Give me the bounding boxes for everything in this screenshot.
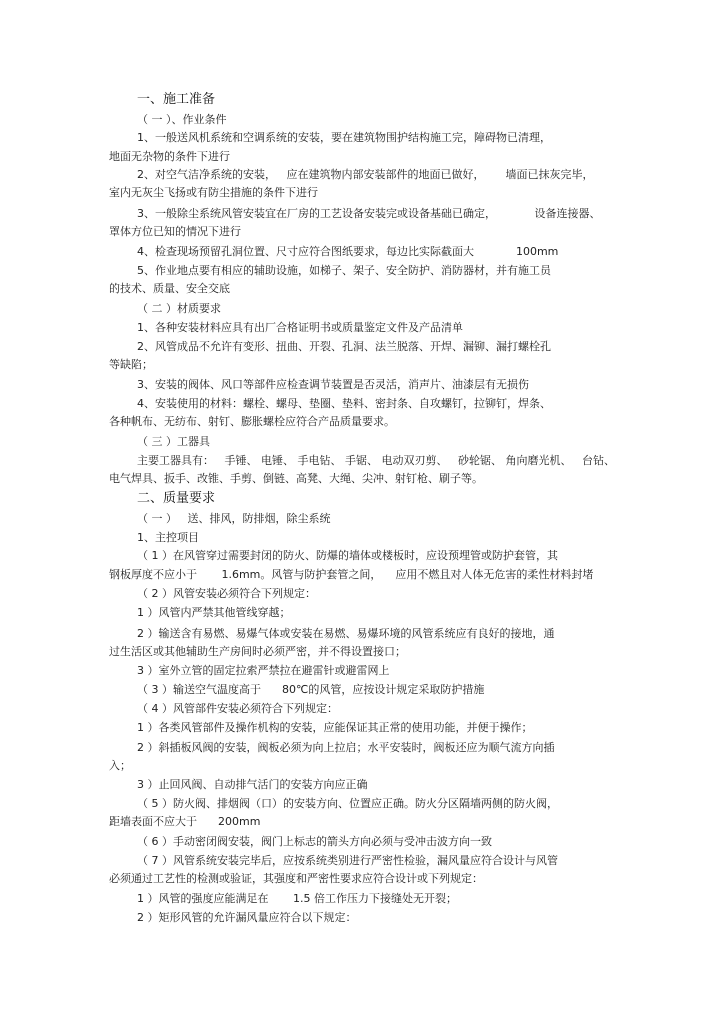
list-item: 1 ）各类风管部件及操作机构的安装，应能保证其正常的使用功能，并便于操作；: [137, 721, 533, 734]
paragraph-line: 3、一般除尘系统风管安装宜在厂房的工艺设备安装完或设备基础已确定， 设备连接器、: [137, 207, 601, 220]
paragraph-line: 1、各种安装材料应具有出厂合格证明书或质量鉴定文件及产品清单: [137, 321, 463, 334]
list-item: 2 ）矩形风管的允许漏风量应符合以下规定：: [137, 911, 357, 924]
paragraph-line: （ 5 ）防火阀、排烟阀（口）的安装方向、位置应正确。防火分区隔墙两侧的防火阀，: [137, 797, 558, 810]
paragraph-line: （ 7 ）风管系统安装完毕后，应按系统类别进行严密性检验，漏风量应符合设计与风管: [137, 854, 558, 867]
paragraph-line: 主要工器具有： 手锤、 电锤、 手电钻、 手锯、 电动双刃剪、 砂轮锯、 角向磨光机、 台钻、: [137, 454, 615, 467]
paragraph-line: （ 1 ）在风管穿过需要封闭的防火、防爆的墙体或楼板时，应设预埋管或防护套管，其: [137, 549, 558, 562]
paragraph-line: （ 3 ）输送空气温度高于 80℃的风管，应按设计规定采取防护措施: [137, 683, 485, 696]
paragraph-line: 4、安装使用的材料：螺栓、螺母、垫圈、垫料、密封条、自攻螺钉，拉铆钉，焊条、: [137, 397, 551, 410]
paragraph-line: 3、安装的阀体、风口等部件应检查调节装置是否灵活，消声片、油漆层有无损伤: [137, 378, 529, 391]
paragraph-line: 地面无杂物的条件下进行: [109, 150, 230, 163]
paragraph-line: 等缺陷；: [109, 358, 153, 371]
subheading-main-control-items: 1、主控项目: [137, 531, 199, 544]
list-item: 3 ）室外立管的固定拉索严禁拉在避雷针或避雷网上: [137, 664, 390, 677]
paragraph-line: 必须通过工艺性的检测或验证，其强度和严密性要求应符合设计或下列规定：: [109, 872, 483, 885]
paragraph-line: 距墙表面不应大于 200mm: [109, 815, 261, 828]
paragraph-line: （ 6 ）手动密闭阀安装，阀门上标志的箭头方向必须与受冲击波方向一致: [137, 835, 492, 848]
paragraph-line: 5、作业地点要有相应的辅助设施，如梯子、架子、安全防护、消防器材，并有施工员: [137, 264, 551, 277]
list-item: 1 ）风管的强度应能满足在 1.5 倍工作压力下接缝处无开裂；: [137, 892, 457, 905]
paragraph-line: 2、对空气洁净系统的安装， 应在建筑物内部安装部件的地面已做好， 墙面已抹灰完毕，: [137, 168, 594, 181]
paragraph-line: 钢板厚度不应小于 1.6mm。风管与防护套管之间， 应用不燃且对人体无危害的柔性材料封堵: [109, 568, 594, 581]
subsection-ventilation-systems: （ 一 ） 送、排风，防排烟，除尘系统: [137, 512, 331, 525]
paragraph-line: 的技术、质量、安全交底: [109, 282, 230, 295]
paragraph-line: 电气焊具、扳手、改锥、手剪、倒链、高凳、大绳、尖冲、射钉枪、刷子等。: [109, 472, 483, 485]
section-heading-quality-requirements: 二、质量要求: [137, 491, 216, 506]
subsection-material-requirements: （ 二 ）材质要求: [137, 302, 221, 315]
section-heading-construction-prep: 一、施工准备: [137, 92, 216, 107]
list-item-continuation: 入；: [109, 759, 131, 772]
paragraph-line: 4、检查现场预留孔洞位置、尺寸应符合图纸要求，每边比实际截面大 100mm: [137, 245, 559, 258]
list-item: 1 ）风管内严禁其他管线穿越；: [137, 606, 291, 619]
paragraph-line: 1、一般送风机系统和空调系统的安装，要在建筑物围护结构施工完，障碍物已清理，: [137, 131, 551, 144]
list-item: 2 ）输送含有易燃、易爆气体或安装在易燃、易爆环境的风管系统应有良好的接地，通: [137, 627, 555, 640]
list-item: 3 ）止回风阀、自动排气活门的安装方向应正确: [137, 778, 368, 791]
subsection-work-conditions: （ 一 ）、作业条件: [137, 113, 227, 126]
subsection-tools: （ 三 ）工器具: [137, 435, 210, 448]
list-item-continuation: 过生活区或其他辅助生产房间时必须严密，并不得设置接口；: [109, 645, 406, 658]
list-item: 2 ）斜插板风阀的安装，阀板必须为向上拉启；水平安装时，阀板还应为顺气流方向插: [137, 741, 555, 754]
paragraph-line: 罩体方位已知的情况下进行: [109, 225, 241, 238]
paragraph-line: 各种帆布、无纺布、射钉、膨胀螺栓应符合产品质量要求。: [109, 415, 395, 428]
paragraph-line: 2、风管成品不允许有变形、扭曲、开裂、孔洞、法兰脱落、开焊、漏铆、漏打螺栓孔: [137, 340, 551, 353]
paragraph-line: 室内无灰尘飞扬或有防尘措施的条件下进行: [109, 186, 318, 199]
paragraph-line: （ 2 ）风管安装必须符合下列规定：: [137, 587, 316, 600]
paragraph-line: （ 4 ）风管部件安装必须符合下列规定：: [137, 702, 338, 715]
